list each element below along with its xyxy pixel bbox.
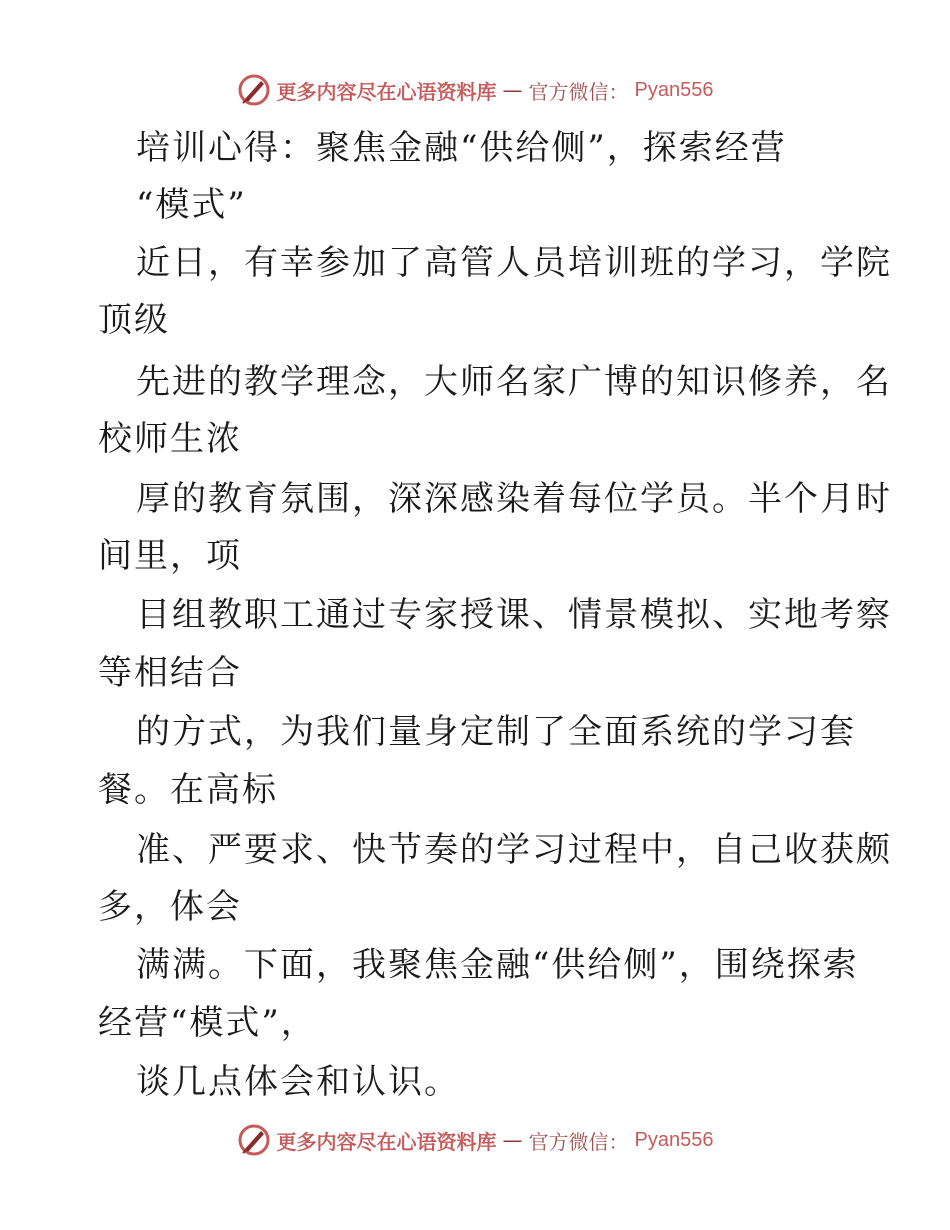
quill-logo-icon — [237, 73, 271, 107]
paragraph-line: 先进的教学理念，大师名家广博的知识修养，名 — [136, 362, 892, 402]
paragraph-line: 的方式，为我们量身定制了全面系统的学习套 — [136, 712, 856, 752]
paragraph-line: 经营“模式”， — [98, 1003, 317, 1043]
quill-logo-icon — [237, 1123, 271, 1157]
paragraph-line: 准、严要求、快节奏的学习过程中，自己收获颇 — [136, 830, 892, 870]
watermark-dash: — — [502, 1128, 523, 1152]
header-watermark — [0, 68, 950, 112]
paragraph-line: 餐。在高标 — [98, 770, 278, 810]
watermark-site-text: 更多内容尽在心语资料库 — [276, 79, 497, 104]
watermark-wechat-label: 官方微信： — [528, 79, 629, 104]
watermark-wechat-id: Pyan556 — [634, 1128, 714, 1151]
paragraph-line: 多，体会 — [98, 887, 242, 927]
watermark-wechat-label: 官方微信： — [528, 1129, 629, 1154]
footer-watermark — [0, 1118, 950, 1162]
watermark-site-text: 更多内容尽在心语资料库 — [276, 1129, 497, 1154]
watermark-wechat-id: Pyan556 — [634, 78, 714, 101]
paragraph-line: 目组教职工通过专家授课、情景模拟、实地考察 — [136, 595, 892, 635]
paragraph-line: 近日，有幸参加了高管人员培训班的学习，学院 — [136, 243, 892, 283]
document-title-line-1: 培训心得：聚焦金融“供给侧”，探索经营 — [136, 128, 787, 168]
paragraph-line: 满满。下面，我聚焦金融“供给侧”，围绕探索 — [136, 945, 859, 985]
document-title-line-2: “模式” — [136, 185, 247, 225]
paragraph-line: 厚的教育氛围，深深感染着每位学员。半个月时 — [136, 479, 892, 519]
paragraph-line: 顶级 — [98, 300, 170, 340]
paragraph-line: 间里，项 — [98, 536, 242, 576]
watermark-dash: — — [502, 78, 523, 102]
paragraph-line: 等相结合 — [98, 653, 242, 693]
paragraph-line: 校师生浓 — [98, 419, 242, 459]
paragraph-line: 谈几点体会和认识。 — [136, 1062, 460, 1102]
